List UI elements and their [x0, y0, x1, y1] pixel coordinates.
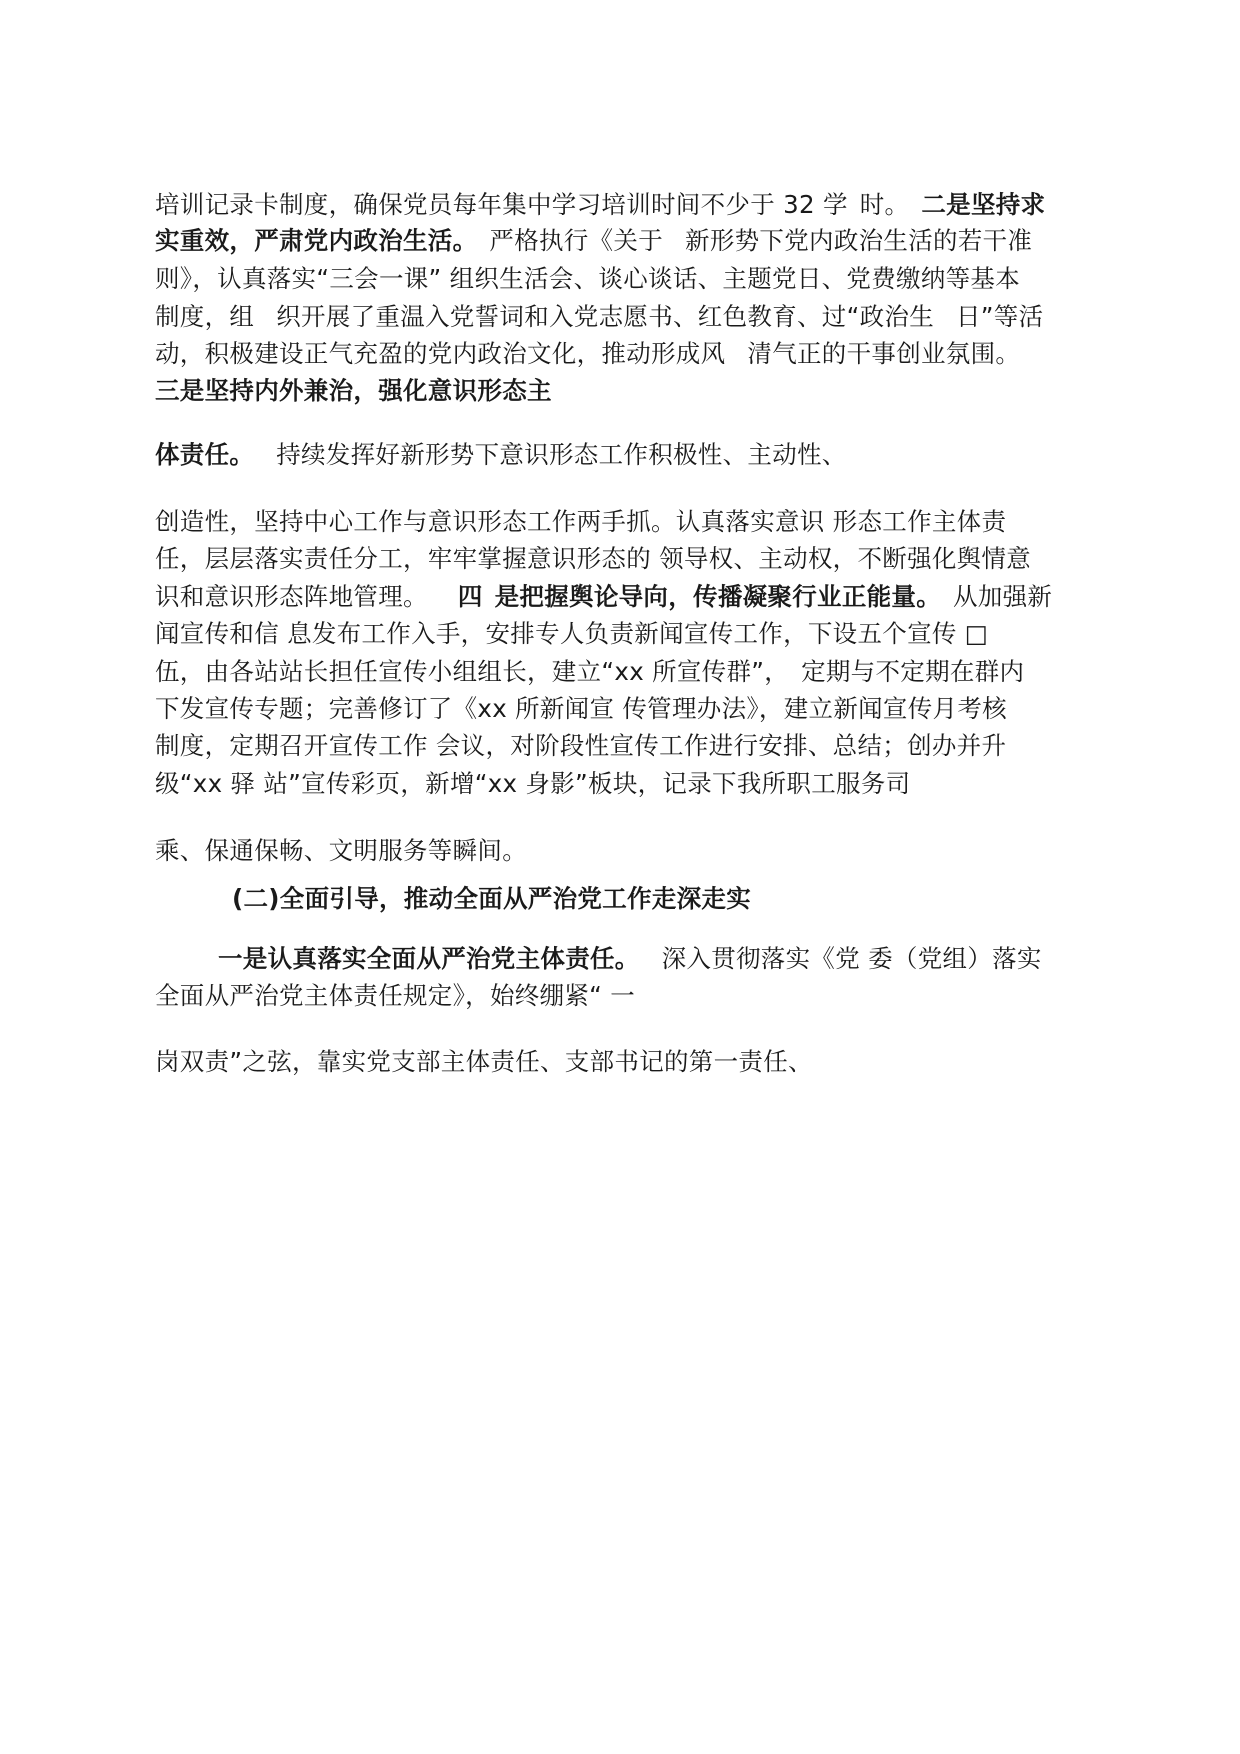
- body-text: 培训记录卡制度，确保党员每年集中学习培训时间不少于 32 学: [155, 190, 848, 219]
- body-text: 定期与不定期在群内: [801, 657, 1025, 686]
- paragraph-line: [155, 262, 1020, 296]
- body-text: 严格执行《关于: [489, 226, 664, 255]
- body-text: 深入贯彻落实《党 委（党组）落实: [661, 944, 1042, 973]
- body-text: 时。: [859, 190, 910, 219]
- bold-heading-text: 二是坚持求: [921, 190, 1046, 219]
- body-text: 制度，组: [155, 302, 255, 331]
- body-text: 岗双责”之弦，靠实党支部主体责任、支部书记的第一责任、: [155, 1047, 813, 1076]
- body-text: 新形势下党内政治生活的若干准: [685, 226, 1033, 255]
- body-text: 制度，定期召开宣传工作 会议，对阶段性宣传工作进行安排、总结；创办并升: [155, 731, 1007, 760]
- bold-heading-text: 实重效，严肃党内政治生活。: [155, 226, 478, 255]
- paragraph-line: [155, 979, 635, 1013]
- body-text: 伍，由各站站长担任宣传小组组长，建立“xx 所宣传群”，: [155, 657, 790, 686]
- body-text: 创造性，坚持中心工作与意识形态工作两手抓。认真落实意识 形态工作主体责: [155, 507, 1007, 536]
- body-text: 任，层层落实责任分工，牢牢掌握意识形态的 领导权、主动权，不断强化舆情意: [155, 544, 1032, 573]
- paragraph-line: [155, 188, 1045, 222]
- body-text: 动，积极建设正气充盈的党内政治文化，推动形成风: [155, 339, 726, 368]
- paragraph-line: [155, 337, 1020, 371]
- body-text: 识和意识形态阵地管理。: [155, 582, 428, 611]
- paragraph-line: [155, 729, 1006, 763]
- paragraph-line: [155, 580, 1052, 614]
- paragraph-line: [155, 834, 527, 868]
- paragraph-line: [155, 1045, 813, 1079]
- paragraph-line: [155, 692, 1007, 726]
- body-text: 日”等活: [956, 302, 1044, 331]
- body-text: 闻宣传和信 息发布工作入手，安排专人负责新闻宣传工作，下设五个宣传 □: [155, 619, 989, 648]
- body-text: 乘、保通保畅、文明服务等瞬间。: [155, 836, 527, 865]
- body-text: 织开展了重温入党誓词和入党志愿书、红色教育、过“政治生: [276, 302, 934, 331]
- paragraph-line: [155, 617, 988, 651]
- body-text: 清气正的干事创业氛围。: [747, 339, 1021, 368]
- bold-heading-text: 体责任。: [155, 440, 255, 469]
- paragraph-line: [155, 300, 1043, 334]
- body-text: 从加强新: [953, 582, 1053, 611]
- section-heading-text: (二)全面引导，推动全面从严治党工作走深走实: [232, 884, 751, 913]
- body-text: 则》，认真落实“三会一课” 组织生活会、谈心谈话、主题党日、党费缴纳等基本: [155, 264, 1021, 293]
- paragraph-line: [155, 655, 1024, 689]
- body-text: 级“xx 驿 站”宣传彩页，新增“xx 身影”板块，记录下我所职工服务司: [155, 769, 911, 798]
- paragraph-line: [218, 942, 1042, 976]
- paragraph-line: [155, 438, 847, 472]
- bold-heading-text: 四: [457, 582, 483, 611]
- paragraph-line: [155, 505, 1006, 539]
- body-text: 全面从严治党主体责任规定》，始终绷紧“ 一: [155, 981, 636, 1010]
- body-text: 下发宣传专题；完善修订了《xx 所新闻宣 传管理办法》，建立新闻宣传月考核: [155, 694, 1007, 723]
- paragraph-line: [155, 374, 552, 408]
- bold-heading-text: 一是认真落实全面从严治党主体责任。: [218, 944, 640, 973]
- section-heading: [232, 882, 751, 916]
- bold-heading-text: 三是坚持内外兼治，强化意识形态主: [155, 376, 552, 405]
- paragraph-line: [155, 767, 910, 801]
- bold-heading-text: 是把握舆论导向，传播凝聚行业正能量。: [494, 582, 942, 611]
- paragraph-line: [155, 542, 1031, 576]
- body-text: 持续发挥好新形势下意识形态工作积极性、主动性、: [276, 440, 847, 469]
- paragraph-line: [155, 224, 1032, 258]
